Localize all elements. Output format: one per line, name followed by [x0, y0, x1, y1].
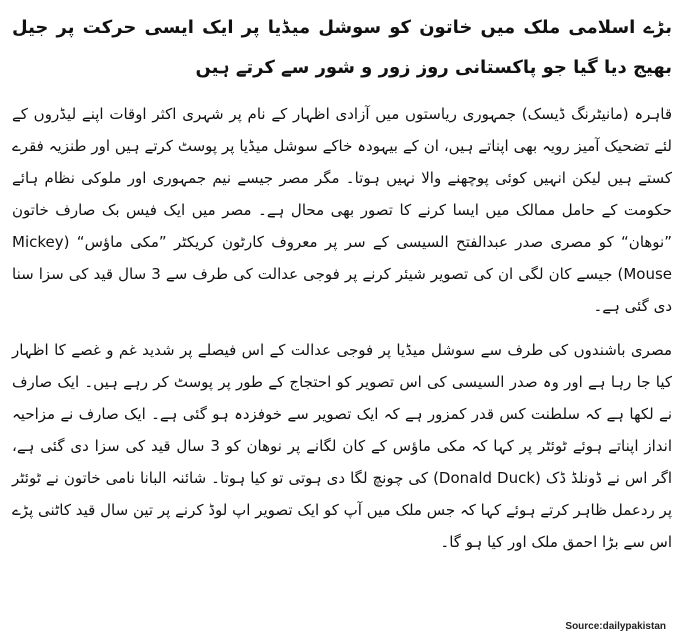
article-headline: بڑے اسلامی ملک میں خاتون کو سوشل میڈیا پر ایک ایسی حرکت پر جیل بھیج دیا گیا جو پاکستانی روز زور و شور سے کرتے ہیں	[12, 17, 672, 78]
article-paragraph-1: قاہرہ (مانیٹرنگ ڈیسک) جمہوری ریاستوں میں آزادی اظہار کے نام پر شہری اکثر اوقات اپنے لیڈروں کے لئے تضحیک آمیز رویہ بھی اپناتے ہیں، ان کے بیہودہ خاکے سوشل میڈیا پر پوسٹ کرتے ہیں اور طنزیہ فقرے کستے ہیں لیکن انہیں کوئی پوچھنے والا نہیں ہوتا۔ مگر مصر جیسے نیم جمہوری اور ملوکی نظام ہائے حکومت کے حامل ممالک میں ایسا کرنے کا تصور بھی محال ہے۔ مصر میں ایک فیس بک صارف خاتون ”نوھان“ کو مصری صدر عبدالفتح السیسی کے سر پر معروف کارٹون کریکٹر ”مکی ماؤس“ (Mickey Mouse) جیسے کان لگی ان کی تصویر شیئر کرنے پر فوجی عدالت کی طرف سے 3 سال قید کی سزا سنا دی گئی ہے۔	[12, 105, 672, 315]
source-credit: Source:dailypakistan	[565, 621, 666, 632]
article-paragraph-2: مصری باشندوں کی طرف سے سوشل میڈیا پر فوجی عدالت کے اس فیصلے پر شدید غم و غصے کا اظہار کیا جا رہا ہے اور وہ صدر السیسی کی اس تصویر کو احتجاج کے طور پر پوسٹ کر رہے ہیں۔ ایک صارف نے لکھا ہے کہ سلطنت کس قدر کمزور ہے کہ ایک تصویر سے خوفزدہ ہو گئی ہے۔ ایک صارف نے مزاحیہ انداز اپناتے ہوئے ٹوئٹر پر کہا کہ مکی ماؤس کے کان لگانے پر نوھان کو 3 سال قید کی سزا دی گئی ہے، اگر اس نے ڈونلڈ ڈک (Donald Duck) کی چونچ لگا دی ہوتی تو کیا ہوتا۔ شائنہ البانا نامی خاتون نے ٹوئٹر پر ردعمل ظاہر کرتے ہوئے کہا کہ جس ملک میں آپ کو ایک تصویر اپ لوڈ کرنے پر تین سال قید کاٹنی پڑے اس سے بڑا احمق ملک اور کیا ہو گا۔	[12, 341, 673, 551]
